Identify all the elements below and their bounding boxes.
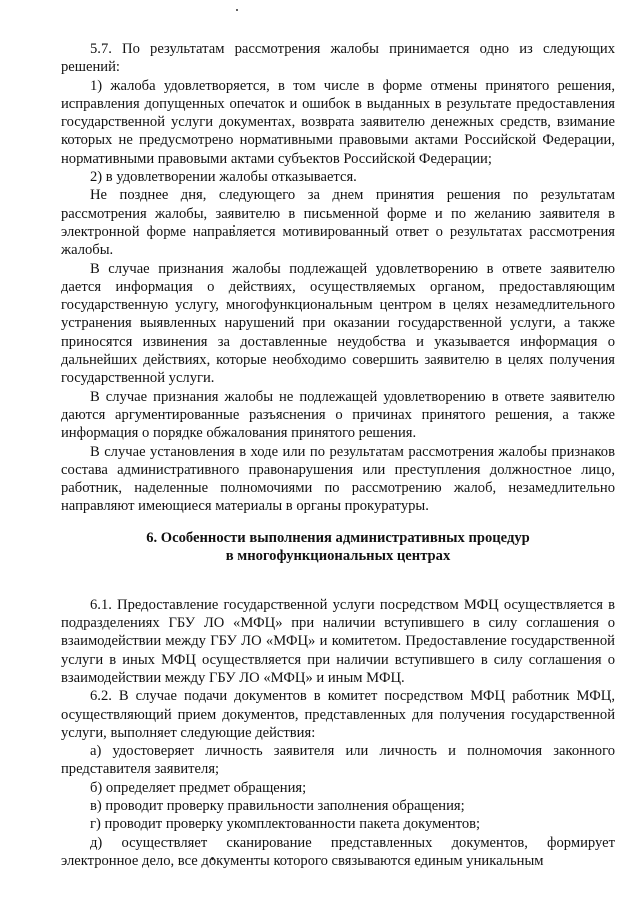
- list-item: а) удостоверяет личность заявителя или личность и полномочия законного представителя заявителя;: [61, 743, 615, 778]
- paragraph: Не позднее дня, следующего за днем принятия решения по результатам рассмотрения жалобы, заявителю в письменной форме и по желанию заявителя в электронной форме направляется мотивированный ответ о результатах рассмотрения жалобы.: [61, 187, 615, 259]
- paragraph: 1) жалоба удовлетворяется, в том числе в форме отмены принятого решения, исправления допущенных опечаток и ошибок в выданных в результате предоставления государственной услуги документах, возврата заявителю денежных средств, взимание которых не предусмотрено нормативными правовыми актами Российской Федерации, нормативными правовыми актами субъектов Российской Федерации;: [61, 77, 615, 167]
- section-heading-line: в многофункциональных центрах: [225, 548, 451, 565]
- paragraph: В случае признания жалобы подлежащей удовлетворению в ответе заявителю дается информация о действиях, осуществляемых органом, предоставляющим государственную услугу, многофункциональным центром в целях незамедлительного устранения выявленных нарушений при оказании государственной услуги, а также приносятся извинения за доставленные неудобства и указывается информация о дальнейших действиях, которые необходимо совершить заявителю в целях получения государственной услуги.: [61, 260, 615, 387]
- list-item: б) определяет предмет обращения;: [90, 779, 307, 796]
- document-body: [61, 40, 615, 870]
- paragraph: 2) в удовлетворении жалобы отказывается.: [90, 169, 357, 186]
- section-heading-line: 6. Особенности выполнения административных процедур: [146, 529, 530, 546]
- paragraph: 6.1. Предоставление государственной услуги посредством МФЦ осуществляется в подразделениях ГБУ ЛО «МФЦ» при наличии вступившего в силу соглашения о взаимодействии между ГБУ ЛО «МФЦ» и комитетом. Предоставление государственной услуги в иных МФЦ осуществляется при наличии вступившего в силу соглашения о взаимодействии между ГБУ ЛО «МФЦ» и иным МФЦ.: [61, 596, 615, 686]
- list-item: г) проводит проверку укомплектованности пакета документов;: [90, 816, 481, 833]
- section-heading: [61, 529, 615, 566]
- scan-speck: [236, 9, 238, 11]
- paragraph: 5.7. По результатам рассмотрения жалобы принимается одно из следующих решений:: [61, 41, 615, 76]
- paragraph: В случае установления в ходе или по результатам рассмотрения жалобы признаков состава административного правонарушения или преступления должностное лицо, работник, наделенные полномочиями по рассмотрению жалоб, незамедлительно направляют имеющиеся материалы в органы прокуратуры.: [61, 443, 615, 515]
- paragraph: 6.2. В случае подачи документов в комитет посредством МФЦ работник МФЦ, осуществляющий прием документов, представленных для получения государственной услуги, выполняет следующие действия:: [61, 688, 615, 741]
- list-item: в) проводит проверку правильности заполнения обращения;: [90, 797, 465, 814]
- list-item: д) осуществляет сканирование представленных документов, формирует электронное дело, все документы которого связываются единым уникальным: [61, 834, 615, 869]
- paragraph: В случае признания жалобы не подлежащей удовлетворению в ответе заявителю даются аргументированные разъяснения о причинах принятого решения, а также информация о порядке обжалования принятого решения.: [61, 388, 615, 442]
